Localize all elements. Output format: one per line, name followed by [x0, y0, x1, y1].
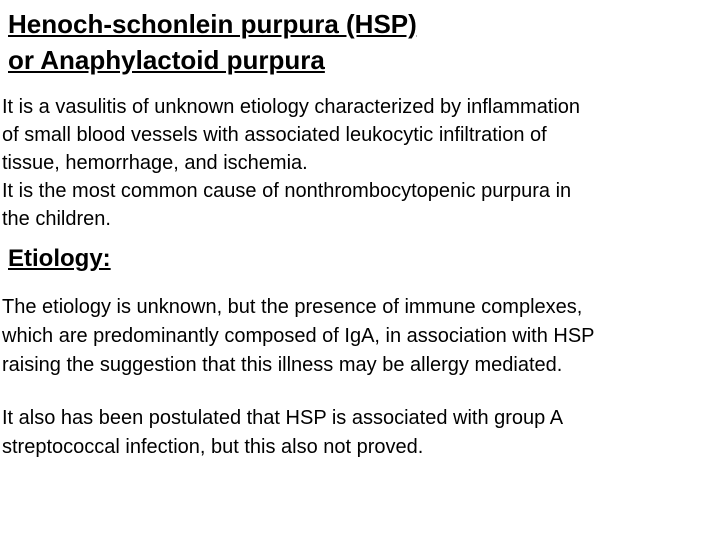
- intro-line: It is the most common cause of nonthrombocytopenic purpura in: [2, 180, 572, 202]
- etiology-line: which are predominantly composed of IgA, in association with HSP: [2, 325, 595, 347]
- intro-paragraph: [2, 93, 718, 233]
- title-line-2: or Anaphylactoid purpura: [8, 45, 325, 75]
- intro-line: It is a vasulitis of unknown etiology characterized by inflammation: [2, 96, 581, 118]
- etiology-line: It also has been postulated that HSP is associated with group A: [2, 407, 564, 429]
- etiology-line: The etiology is unknown, but the presence of immune complexes,: [2, 296, 583, 318]
- etiology-paragraph-2: [2, 404, 718, 462]
- etiology-paragraph-1: [2, 293, 718, 380]
- etiology-line: raising the suggestion that this illness may be allergy mediated.: [2, 354, 563, 376]
- intro-line: tissue, hemorrhage, and ischemia.: [2, 152, 308, 174]
- etiology-line: streptococcal infection, but this also not proved.: [2, 436, 424, 458]
- intro-line: the children.: [2, 208, 111, 230]
- title-line-1: Henoch-schonlein purpura (HSP): [8, 9, 417, 39]
- page-title: [8, 6, 708, 78]
- intro-line: of small blood vessels with associated leukocytic infiltration of: [2, 124, 547, 146]
- etiology-heading: Etiology:: [8, 245, 111, 272]
